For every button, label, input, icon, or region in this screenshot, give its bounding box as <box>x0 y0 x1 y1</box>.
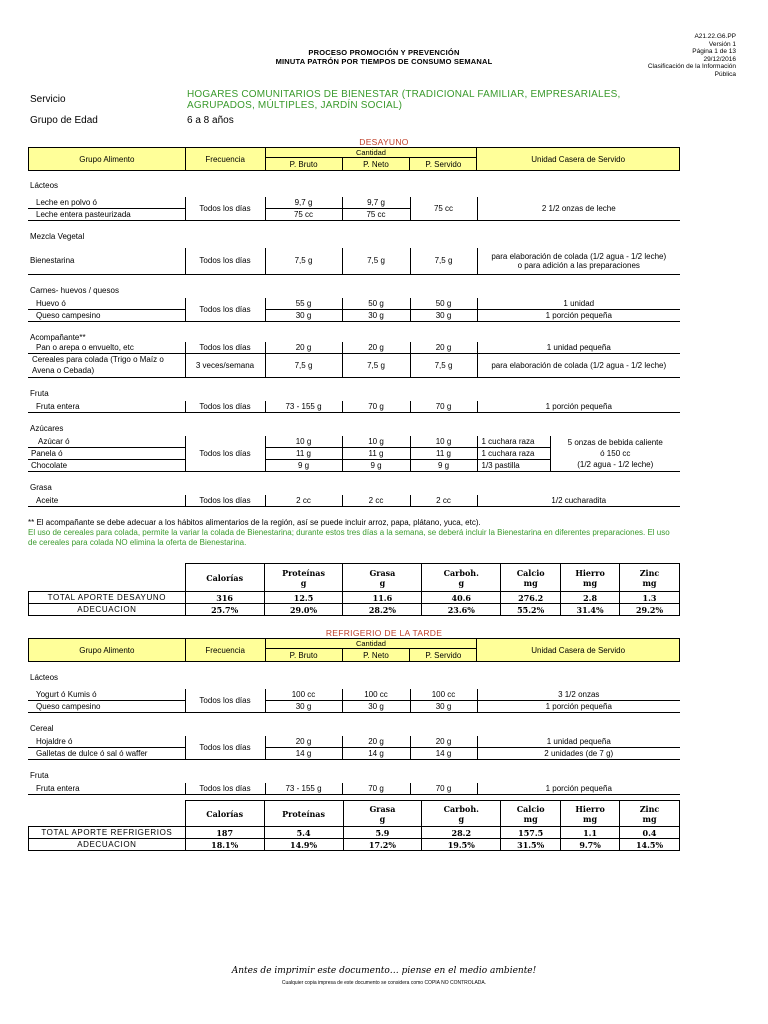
item-servido: 10 g <box>410 436 477 448</box>
nutrient-carboh <box>422 801 501 827</box>
item-unidad: 1 unidad pequeña <box>477 342 680 354</box>
header-unidad: Unidad Casera de Servido <box>477 639 680 662</box>
item-servido: 14 g <box>410 748 477 760</box>
item-servido: 70 g <box>410 401 477 413</box>
note-acompanante: ** El acompañante se debe adecuar a los hábitos alimentarios de la región, así se puede incluir arroz, papa, plátano, yuca, etc). <box>28 518 481 527</box>
nutrient-calcio <box>501 801 561 827</box>
header-cantidad: Cantidad <box>265 148 477 158</box>
item-bruto: 11 g <box>265 447 342 459</box>
note-cereales: El uso de cereales para colada, permite la variar la colada de Bienestarina; durante estos tres días a la semana, se deberá incluir la Bienestarina en diferentes preparaciones. El uso de cereales para colada NO elimina la oferta de Bienestarina. <box>28 528 670 547</box>
adecuacion-row <box>29 604 680 616</box>
nutrient-hierro <box>561 564 620 592</box>
group-acompanante: Acompañante** <box>30 332 86 342</box>
totals-refrigerio <box>28 800 680 851</box>
total-value: 1.1 <box>561 827 620 839</box>
adecuacion-label: ADECUACION <box>29 604 186 616</box>
item-neto: 20 g <box>342 342 410 354</box>
nutrient-unit: mg <box>523 813 538 824</box>
item-servido: 75 cc <box>410 197 477 221</box>
title-process: PROCESO PROMOCIÓN Y PREVENCIÓN <box>308 48 460 57</box>
doc-page: Página 1 de 13 <box>692 48 736 56</box>
edad-value: 6 a 8 años <box>187 115 234 126</box>
section-title-desayuno: DESAYUNO <box>359 137 409 147</box>
servicio-value: HOGARES COMUNITARIOS DE BIENESTAR (TRADICIONAL FAMILIAR, EMPRESARIALES, AGRUPADOS, MÚLTIPLES, JARDÍN SOCIAL) <box>187 89 621 111</box>
nutrient-grasa <box>343 564 422 592</box>
adecuacion-value: 28.2% <box>343 604 422 616</box>
item-name: Fruta entera <box>28 783 185 795</box>
nutrient-label: Carboh. <box>443 567 479 578</box>
adecuacion-value: 14.9% <box>264 839 343 851</box>
item-neto: 14 g <box>342 748 410 760</box>
doc-date: 29/12/2016 <box>703 55 736 63</box>
item-servido: 20 g <box>410 736 477 748</box>
nutrient-grasa <box>343 801 422 827</box>
table-row <box>28 353 680 377</box>
table-row <box>28 748 680 760</box>
total-value: 0.4 <box>620 827 680 839</box>
header-bruto: P. Bruto <box>265 158 342 171</box>
nutrient-label: Proteínas <box>282 567 325 578</box>
item-servido: 100 cc <box>410 689 477 701</box>
servicio-label: Servicio <box>30 94 66 105</box>
adecuacion-value: 29.2% <box>620 604 680 616</box>
nutrient-label: Grasa <box>369 803 396 814</box>
item-neto: 2 cc <box>342 495 410 507</box>
nutrient-unit: g <box>379 577 386 588</box>
item-name: Queso campesino <box>28 309 185 321</box>
adecuacion-value: 19.5% <box>422 839 501 851</box>
group-lacteos: Lácteos <box>30 181 59 190</box>
group-mezcla: Mezcla Vegetal <box>30 232 85 241</box>
item-neto: 9,7 g <box>342 197 410 209</box>
item-neto: 11 g <box>342 447 410 459</box>
item-neto: 7,5 g <box>342 353 410 377</box>
nutrient-label: Hierro <box>575 567 605 578</box>
total-value: 276.2 <box>501 592 561 604</box>
item-servido: 7,5 g <box>410 353 477 377</box>
item-unidad: 1 porción pequeña <box>477 309 680 321</box>
nutrient-unit: g <box>300 577 307 588</box>
total-value: 11.6 <box>343 592 422 604</box>
nutrient-unit: mg <box>583 577 598 588</box>
unidad-bebida-2: ó 150 cc <box>600 448 631 458</box>
item-bruto: 75 cc <box>265 209 342 221</box>
item-freq: Todos los días <box>185 736 265 760</box>
item-servido: 20 g <box>410 342 477 354</box>
header-grupo: Grupo Alimento <box>29 148 186 171</box>
adecuacion-value: 23.6% <box>422 604 501 616</box>
group-carnes: Carnes- huevos / quesos <box>30 285 119 295</box>
adecuacion-value: 9.7% <box>561 839 620 851</box>
title-minuta: MINUTA PATRÓN POR TIEMPOS DE CONSUMO SEMANAL <box>275 57 493 66</box>
unidad-azucar: 1 cuchara raza <box>478 436 551 448</box>
table-row <box>28 342 680 354</box>
item-name: Bienestarina <box>28 248 185 274</box>
nutrient-unit: g <box>458 813 465 824</box>
item-unidad: 1 porción pequeña <box>477 783 680 795</box>
header-neto: P. Neto <box>342 158 410 171</box>
group-cereal: Cereal <box>30 724 54 733</box>
item-unidad: 2 unidades (de 7 g) <box>477 748 680 760</box>
adecuacion-value: 55.2% <box>501 604 561 616</box>
item-name: Queso campesino <box>28 701 185 713</box>
total-value: 5.4 <box>264 827 343 839</box>
header-grupo: Grupo Alimento <box>29 639 186 662</box>
table-refrigerio <box>28 669 680 795</box>
item-unidad: 1 unidad <box>477 298 680 310</box>
item-neto: 50 g <box>342 298 410 310</box>
unidad-panela: 1 cuchara raza <box>478 447 551 459</box>
item-bruto: 10 g <box>265 436 342 448</box>
item-bruto: 73 - 155 g <box>265 783 342 795</box>
nutrient-hierro <box>561 801 620 827</box>
item-bruto: 2 cc <box>265 495 342 507</box>
nutrient-label: Hierro <box>575 803 605 814</box>
total-value: 1.3 <box>620 592 680 604</box>
item-freq: Todos los días <box>185 495 265 507</box>
total-value: 5.9 <box>343 827 422 839</box>
item-freq: Todos los días <box>185 783 265 795</box>
item-bruto: 7,5 g <box>265 353 342 377</box>
item-bruto: 73 - 155 g <box>265 401 342 413</box>
item-name: Hojaldre ó <box>28 736 185 748</box>
item-neto: 75 cc <box>342 209 410 221</box>
item-neto: 70 g <box>342 401 410 413</box>
total-label: TOTAL APORTE DESAYUNO <box>29 592 186 604</box>
table-row <box>28 783 680 795</box>
doc-classification-value: Pública <box>714 70 736 78</box>
item-servido: 30 g <box>410 309 477 321</box>
item-name: Aceite <box>28 495 185 507</box>
nutrient-label: Calcio <box>516 567 545 578</box>
item-bruto: 9,7 g <box>265 197 342 209</box>
item-unidad: 1/2 cucharadita <box>477 495 680 507</box>
item-bruto: 9 g <box>265 459 342 471</box>
item-freq: 3 veces/semana <box>185 353 265 377</box>
item-servido: 9 g <box>410 459 477 471</box>
item-neto: 100 cc <box>342 689 410 701</box>
item-servido: 50 g <box>410 298 477 310</box>
nutrient-carboh <box>422 564 501 592</box>
item-freq: Todos los días <box>185 401 265 413</box>
item-bruto: 14 g <box>265 748 342 760</box>
item-unidad: 1 unidad pequeña <box>477 736 680 748</box>
item-bruto: 20 g <box>265 736 342 748</box>
unidad-bebida-3: (1/2 agua - 1/2 leche) <box>577 459 654 469</box>
group-fruta: Fruta <box>30 771 49 780</box>
adecuacion-label: ADECUACION <box>29 839 186 851</box>
table-row <box>28 309 680 321</box>
nutrient-label: Grasa <box>369 567 396 578</box>
item-unidad: 2 1/2 onzas de leche <box>477 197 680 221</box>
item-name: Azúcar ó <box>28 436 185 448</box>
nutrient-label: Carboh. <box>443 803 479 814</box>
item-neto: 70 g <box>342 783 410 795</box>
nutrient-label: Calcio <box>516 803 545 814</box>
table-row <box>28 248 680 274</box>
item-servido: 30 g <box>410 701 477 713</box>
item-name: Huevo ó <box>28 298 185 310</box>
nutrient-unit: g <box>379 813 386 824</box>
total-row <box>29 827 680 839</box>
table-row <box>28 436 680 448</box>
item-bruto: 100 cc <box>265 689 342 701</box>
header-frecuencia: Frecuencia <box>185 148 265 171</box>
item-unidad <box>477 248 680 274</box>
nutrient-unit: mg <box>642 577 657 588</box>
item-name: Cereales para colada (Trigo o Maíz o Avena o Cebada) <box>28 353 185 377</box>
nutrient-unit: g <box>458 577 465 588</box>
adecuacion-value: 31.4% <box>561 604 620 616</box>
item-bruto: 30 g <box>265 701 342 713</box>
adecuacion-row <box>29 839 680 851</box>
header-neto: P. Neto <box>342 649 410 662</box>
doc-classification: Clasificación de la Información <box>647 63 736 71</box>
item-servido: 7,5 g <box>410 248 477 274</box>
edad-label: Grupo de Edad <box>30 115 98 126</box>
table-header-desayuno <box>28 147 680 171</box>
adecuacion-value: 14.5% <box>620 839 680 851</box>
nutrient-calorias: Calorías <box>185 564 264 592</box>
header-servido: P. Servido <box>410 158 477 171</box>
notes <box>28 518 680 548</box>
doc-code: A21.22.G6.PP <box>694 33 736 40</box>
group-azucares: Azúcares <box>30 423 64 433</box>
table-row <box>28 401 680 413</box>
nutrient-label: Zinc <box>639 803 660 814</box>
table-header-refrigerio <box>28 638 680 662</box>
item-name: Yogurt ó Kumis ó <box>28 689 185 701</box>
total-value: 12.5 <box>264 592 343 604</box>
nutrient-unit: mg <box>642 813 657 824</box>
adecuacion-value: 18.1% <box>185 839 264 851</box>
nutrient-zinc <box>620 564 680 592</box>
nutrient-proteinas: Proteínas <box>264 801 343 827</box>
header-cantidad: Cantidad <box>265 639 477 649</box>
total-label: TOTAL APORTE REFRIGERIOS <box>29 827 186 839</box>
item-servido: 2 cc <box>410 495 477 507</box>
item-name: Leche en polvo ó <box>28 197 185 209</box>
item-neto: 7,5 g <box>342 248 410 274</box>
nutrient-calorias: Calorías <box>185 801 264 827</box>
table-row <box>28 689 680 701</box>
item-freq: Todos los días <box>185 197 265 221</box>
nutrient-label: Zinc <box>639 567 660 578</box>
item-neto: 30 g <box>342 309 410 321</box>
table-desayuno <box>28 177 680 507</box>
item-bruto: 30 g <box>265 309 342 321</box>
table-row <box>28 495 680 507</box>
nutrient-proteinas <box>264 564 343 592</box>
table-row <box>28 736 680 748</box>
group-grasa: Grasa <box>30 482 52 492</box>
unidad-chocolate: 1/3 pastilla <box>478 459 551 471</box>
item-unidad: 3 1/2 onzas <box>477 689 680 701</box>
total-value: 28.2 <box>422 827 501 839</box>
nutrient-unit: mg <box>583 813 598 824</box>
nutrient-calcio <box>501 564 561 592</box>
total-row <box>29 592 680 604</box>
item-neto: 30 g <box>342 701 410 713</box>
item-bruto: 55 g <box>265 298 342 310</box>
document-titles <box>0 48 768 66</box>
item-name: Fruta entera <box>28 401 185 413</box>
item-neto: 10 g <box>342 436 410 448</box>
total-value: 157.5 <box>501 827 561 839</box>
footer-environment: Antes de imprimir este documento… piense en el medio ambiente! <box>231 966 537 976</box>
doc-version: Versión 1 <box>708 40 736 48</box>
adecuacion-value: 31.5% <box>501 839 561 851</box>
item-freq: Todos los días <box>185 342 265 354</box>
table-row <box>28 298 680 310</box>
adecuacion-value: 29.0% <box>264 604 343 616</box>
group-lacteos: Lácteos <box>30 673 59 682</box>
item-bruto: 20 g <box>265 342 342 354</box>
header-bruto: P. Bruto <box>265 649 342 662</box>
item-name: Pan o arepa o envuelto, etc <box>28 342 185 354</box>
totals-desayuno <box>28 563 680 616</box>
item-unidad: 1 porción pequeña <box>477 401 680 413</box>
header-servido: P. Servido <box>410 649 477 662</box>
item-name: Galletas de dulce ó sal ó waffer <box>28 748 185 760</box>
unidad-line2: o para adición a las preparaciones <box>517 260 640 270</box>
footer-copy-notice: Cualquier copia impresa de este documento se considera como COPIA NO CONTROLADA. <box>281 980 487 986</box>
item-freq: Todos los días <box>185 689 265 713</box>
total-value: 316 <box>185 592 264 604</box>
total-value: 40.6 <box>422 592 501 604</box>
item-servido: 70 g <box>410 783 477 795</box>
table-row <box>28 197 680 209</box>
item-bruto: 7,5 g <box>265 248 342 274</box>
total-value: 187 <box>185 827 264 839</box>
item-freq: Todos los días <box>185 248 265 274</box>
nutrient-zinc <box>620 801 680 827</box>
group-fruta: Fruta <box>30 388 49 398</box>
item-freq: Todos los días <box>185 436 265 472</box>
item-name: Chocolate <box>28 459 185 471</box>
section-title-refrigerio: REFRIGERIO DE LA TARDE <box>325 628 443 638</box>
unidad-bebida-1: 5 onzas de bebida caliente <box>567 437 663 447</box>
item-name: Panela ó <box>28 447 185 459</box>
nutrient-unit: mg <box>523 577 538 588</box>
item-neto: 9 g <box>342 459 410 471</box>
item-unidad: para elaboración de colada (1/2 agua - 1/2 leche) <box>477 353 680 377</box>
header-unidad: Unidad Casera de Servido <box>477 148 680 171</box>
item-unidad: 1 porción pequeña <box>477 701 680 713</box>
adecuacion-value: 25.7% <box>185 604 264 616</box>
item-unidad <box>477 436 680 472</box>
unidad-line1: para elaboración de colada (1/2 agua - 1/2 leche) <box>491 251 667 261</box>
item-freq: Todos los días <box>185 298 265 322</box>
table-row <box>28 701 680 713</box>
item-servido: 11 g <box>410 447 477 459</box>
header-frecuencia: Frecuencia <box>185 639 265 662</box>
item-name: Leche entera pasteurizada <box>28 209 185 221</box>
item-neto: 20 g <box>342 736 410 748</box>
total-value: 2.8 <box>561 592 620 604</box>
adecuacion-value: 17.2% <box>343 839 422 851</box>
